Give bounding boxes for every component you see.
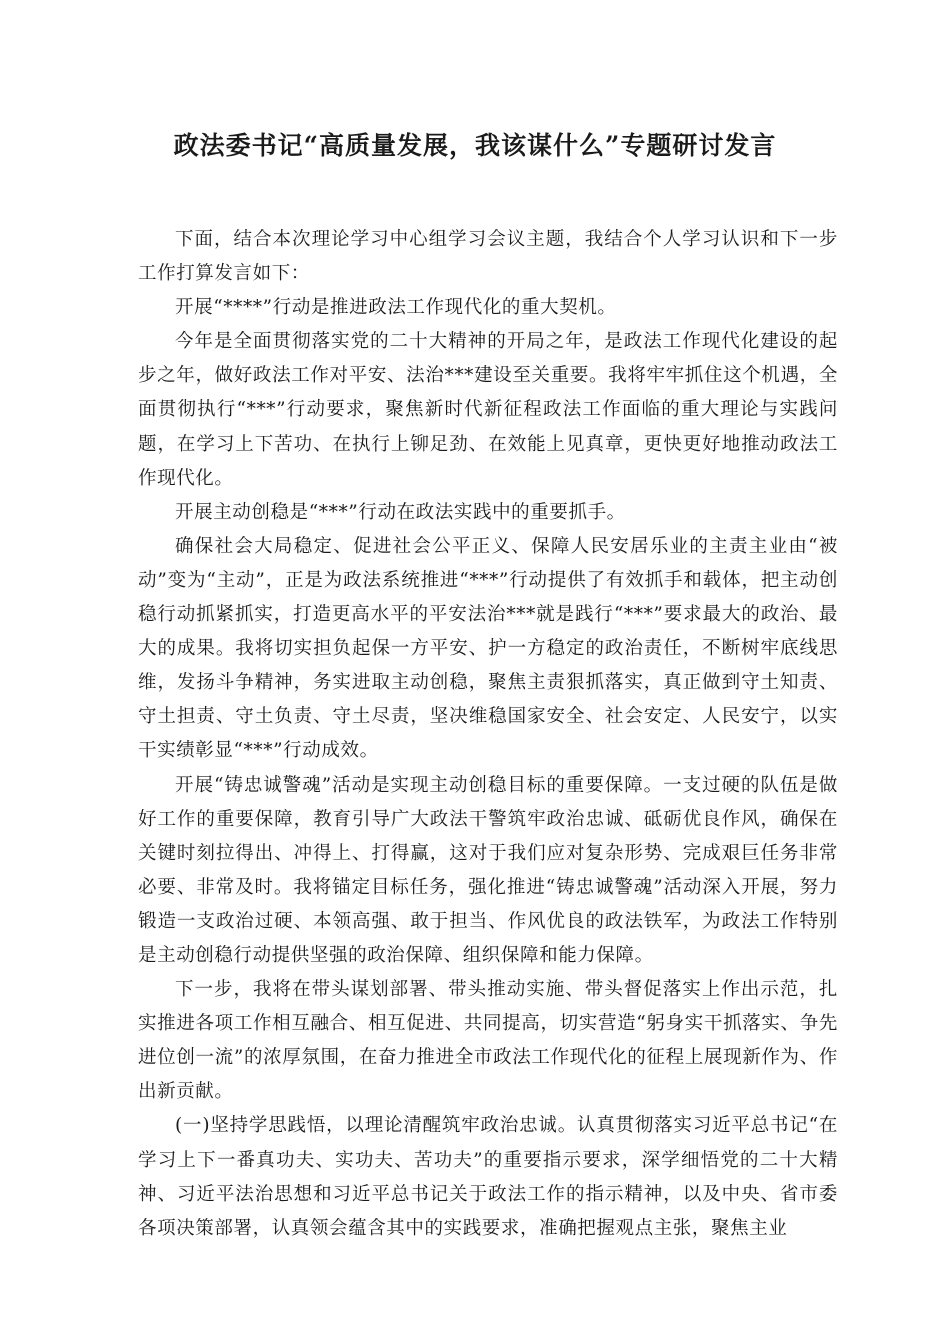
paragraph: 下一步，我将在带头谋划部署、带头推动实施、带头督促落实上作出示范，扎实推进各项工作相互融合、相互促进、共同提高，切实营造“躬身实干抓落实、争先进位创一流”的浓厚氛围，在奋力推进全市政法工作现代化的征程上展现新作为、作出新贡献。: [138, 979, 838, 1103]
paragraph: 确保社会大局稳定、促进社会公平正义、保障人民安居乐业的主责主业由“被动”变为“主动”，正是为政法系统推进“***”行动提供了有效抓手和载体，把主动创稳行动抓紧抓实，打造更高水平的平安法治***就是践行“***”要求最大的政治、最大的成果。我将切实担负起保一方平安、护一方稳定的政治责任，不断树牢底线思维，发扬斗争精神，务实进取主动创稳，聚焦主责狠抓落实，真正做到守土知责、守土担责、守土负责、守土尽责，坚决维稳国家安全、社会安定、人民安宁，以实干实绩彰显“***”行动成效。: [138, 535, 838, 762]
paragraph: 开展“铸忠诚警魂”活动是实现主动创稳目标的重要保障。一支过硬的队伍是做好工作的重要保障，教育引导广大政法干警筑牢政治忠诚、砥砺优良作风，确保在关键时刻拉得出、冲得上、打得赢，这对于我们应对复杂形势、完成艰巨任务非常必要、非常及时。我将锚定目标任务，强化推进“铸忠诚警魂”活动深入开展，努力锻造一支政治过硬、本领高强、敢于担当、作风优良的政法铁军，为政法工作特别是主动创稳行动提供坚强的政治保障、组织保障和能力保障。: [138, 774, 838, 966]
paragraph: 开展“****”行动是推进政法工作现代化的重大契机。: [175, 297, 617, 319]
paragraph: 开展主动创稳是“***”行动在政法实践中的重要抓手。: [175, 501, 626, 523]
paragraph: 下面，结合本次理论学习中心组学习会议主题，我结合个人学习认识和下一步工作打算发言如下：: [138, 229, 838, 285]
document-body: [138, 223, 838, 1246]
paragraph: (一)坚持学思践悟，以理论清醒筑牢政治忠诚。认真贯彻落实习近平总书记“在学习上下一番真功夫、实功夫、苦功夫”的重要指示要求，深学细悟党的二十大精神、习近平法治思想和习近平总书记关于政法工作的指示精神，以及中央、省市委各项决策部署，认真领会蕴含其中的实践要求，准确把握观点主张，聚焦主业: [138, 1115, 838, 1239]
document-title: 政法委书记“高质量发展，我该谋什么”专题研讨发言: [173, 131, 777, 160]
paragraph: 今年是全面贯彻落实党的二十大精神的开局之年，是政法工作现代化建设的起步之年，做好政法工作对平安、法治***建设至关重要。我将牢牢抓住这个机遇，全面贯彻执行“***”行动要求，聚焦新时代新征程政法工作面临的重大理论与实践问题，在学习上下苦功、在执行上铆足劲、在效能上见真章，更快更好地推动政法工作现代化。: [138, 331, 838, 489]
